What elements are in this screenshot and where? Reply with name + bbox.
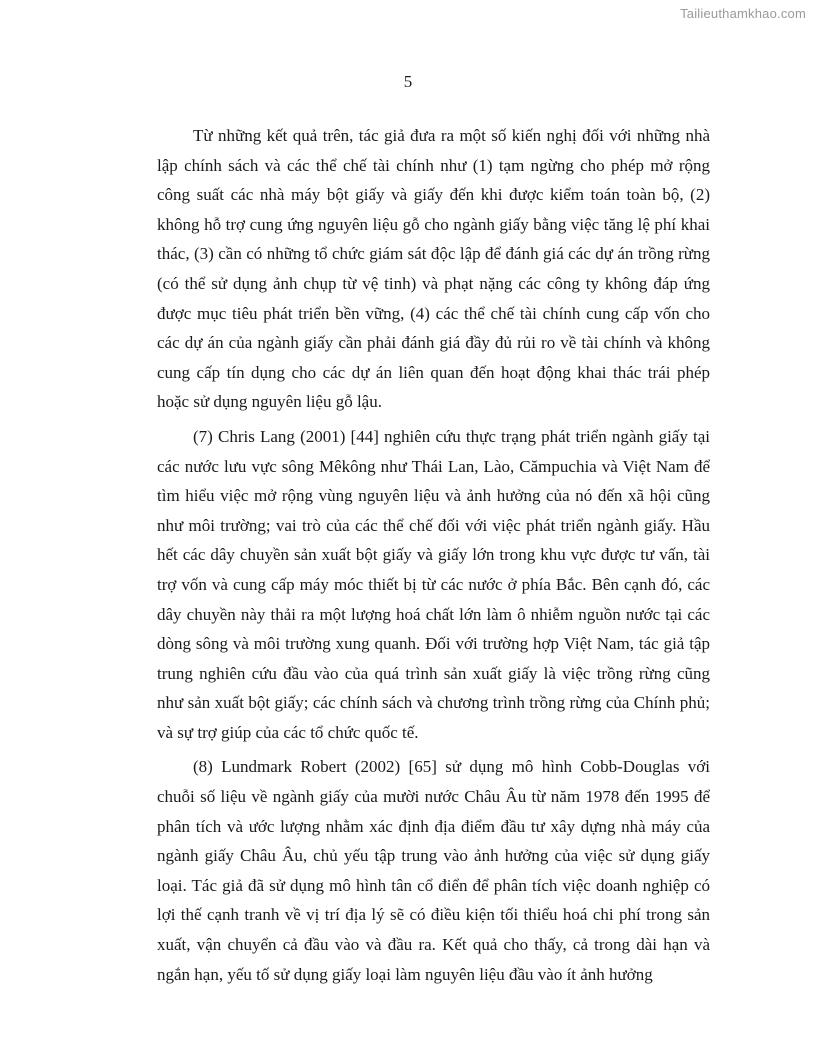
paragraph-lundmark-robert: (8) Lundmark Robert (2002) [65] sử dụng mô hình Cobb-Douglas với chuỗi số liệu về ngành giấy của mười nước Châu Âu từ năm 1978 đến 1995 để phân tích và ước lượng nhằm xác định địa điểm đầu tư xây dựng nhà máy của ngành giấy Châu Âu, chủ yếu tập trung vào ảnh hưởng của việc sử dụng giấy loại. Tác giả đã sử dụng mô hình tân cổ điển để phân tích việc doanh nghiệp có lợi thế cạnh tranh về vị trí địa lý sẽ có điều kiện tối thiểu hoá chi phí trong sản xuất, vận chuyển cả đầu vào và đầu ra. Kết quả cho thấy, cả trong dài hạn và ngắn hạn, yếu tố sử dụng giấy loại làm nguyên liệu đầu vào ít ảnh hưởng [157, 757, 710, 984]
paragraph-recommendations: Từ những kết quả trên, tác giả đưa ra một số kiến nghị đối với những nhà lập chính sách và các thể chế tài chính như (1) tạm ngừng cho phép mở rộng công suất các nhà máy bột giấy và giấy đến khi được kiểm toán toàn bộ, (2) không hỗ trợ cung ứng nguyên liệu gỗ cho ngành giấy bằng việc tăng lệ phí khai thác, (3) cần có những tổ chức giám sát độc lập để đánh giá các dự án trồng rừng (có thể sử dụng ảnh chụp từ vệ tinh) và phạt nặng các công ty không đáp ứng được mục tiêu phát triển bền vững, (4) các thể chế tài chính cung cấp vốn cho các dự án của ngành giấy cần phải đánh giá đầy đủ rủi ro về tài chính và không cung cấp tín dụng cho các dự án liên quan đến hoạt động khai thác trái phép hoặc sử dụng nguyên liệu gỗ lậu. [157, 126, 710, 412]
paragraph-chris-lang: (7) Chris Lang (2001) [44] nghiên cứu thực trạng phát triển ngành giấy tại các nước lưu vực sông Mêkông như Thái Lan, Lào, Cămpuchia và Việt Nam để tìm hiểu việc mở rộng vùng nguyên liệu và ảnh hưởng của nó đến xã hội cũng như môi trường; vai trò của các thể chế đối với việc phát triển ngành giấy. Hầu hết các dây chuyền sản xuất bột giấy và giấy lớn trong khu vực được tư vấn, tài trợ vốn và cung cấp máy móc thiết bị từ các nước ở phía Bắc. Bên cạnh đó, các dây chuyền này thải ra một lượng hoá chất lớn làm ô nhiễm nguồn nước tại các dòng sông và môi trường xung quanh. Đối với trường hợp Việt Nam, tác giả tập trung nghiên cứu đầu vào của quá trình sản xuất giấy là việc trồng rừng cũng như sản xuất bột giấy; các chính sách và chương trình trồng rừng của Chính phủ; và sự trợ giúp của các tổ chức quốc tế. [157, 426, 710, 742]
watermark-text: Tailieuthamkhao.com [680, 6, 806, 21]
document-body [157, 121, 710, 994]
page-number: 5 [403, 72, 413, 91]
